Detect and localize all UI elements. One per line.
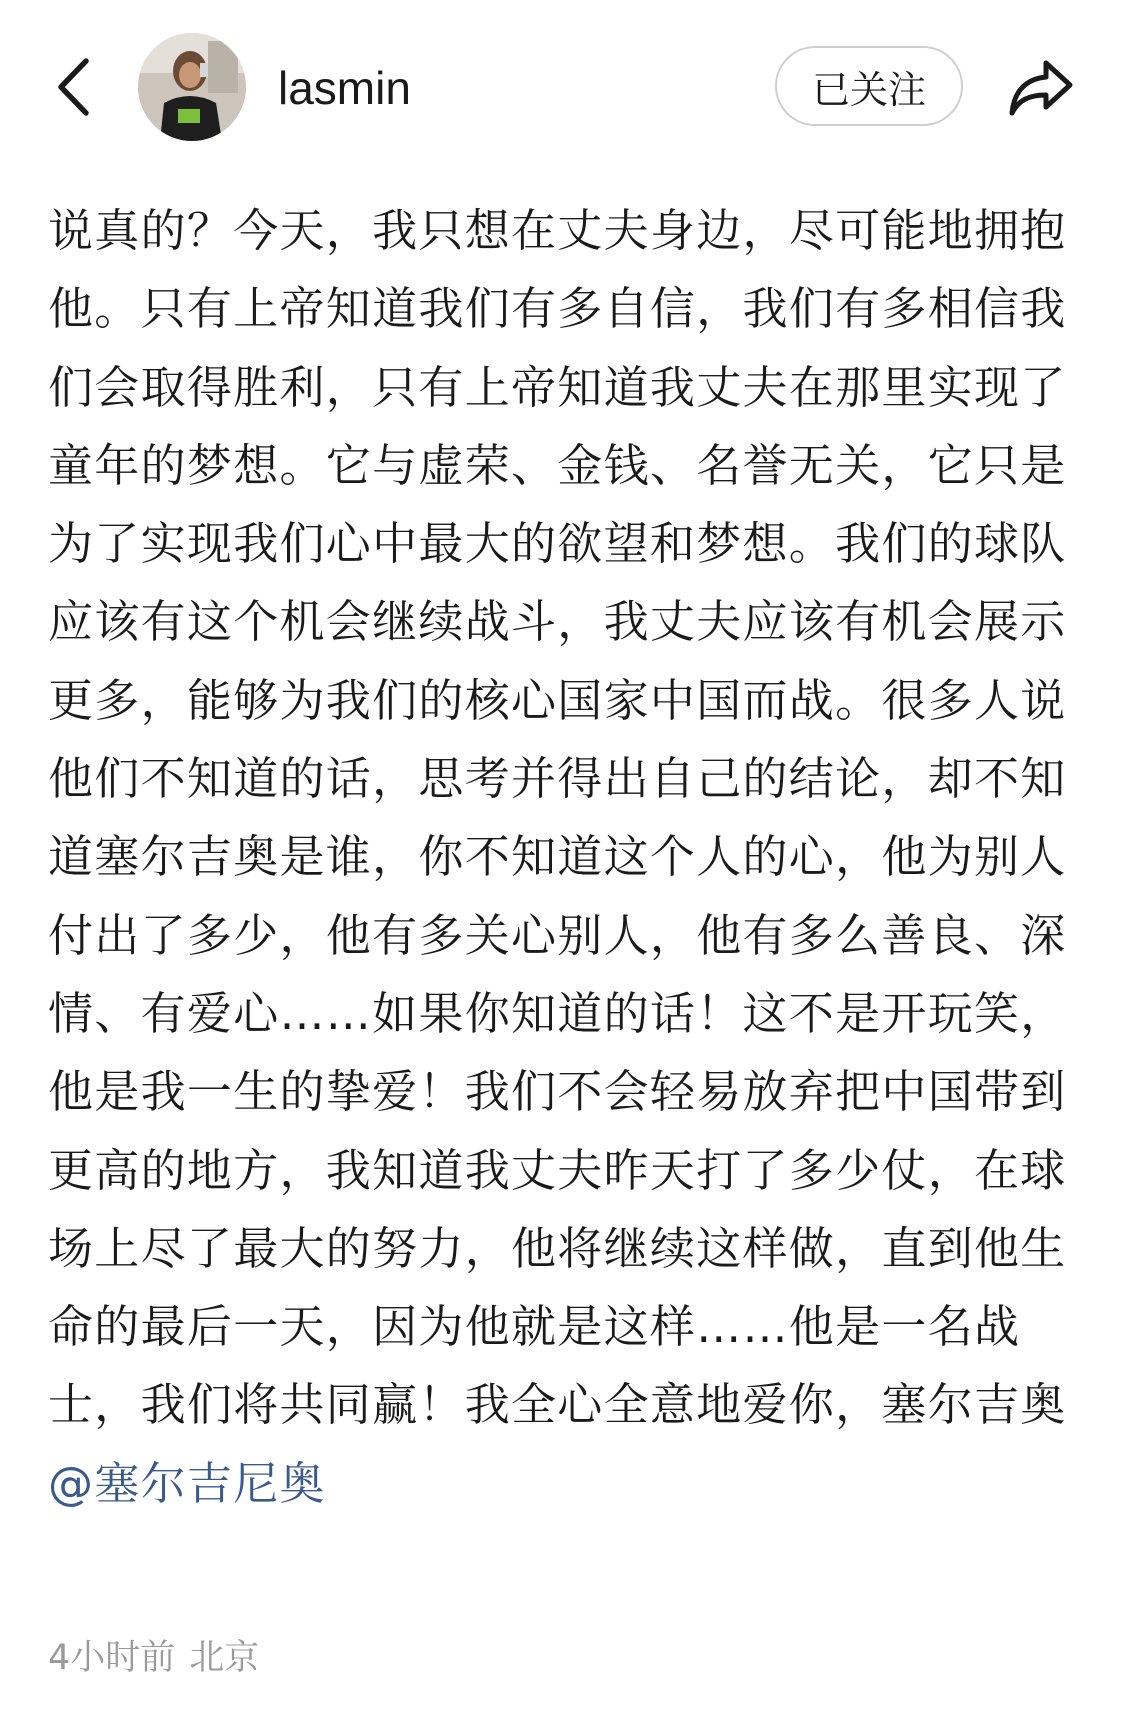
user-avatar-icon: [138, 33, 246, 141]
post-meta: [48, 1636, 273, 1680]
post-header: [0, 0, 1125, 175]
post-text: [48, 192, 1083, 1523]
chevron-left-icon: [56, 57, 90, 117]
follow-button[interactable]: 已关注: [775, 46, 963, 126]
username[interactable]: lasmin: [278, 62, 411, 114]
post-time: 4小时前: [48, 1638, 176, 1678]
avatar[interactable]: [138, 33, 246, 141]
mention-link[interactable]: @塞尔吉尼奥: [48, 1456, 326, 1510]
share-button[interactable]: [1003, 50, 1079, 126]
post-text-content: 说真的？今天，我只想在丈夫身边，尽可能地拥抱他。只有上帝知道我们有多自信，我们有多相信我们会取得胜利，只有上帝知道我丈夫在那里实现了童年的梦想。它与虚荣、金钱、名誉无关，它只是为了实现我们心中最大的欲望和梦想。我们的球队应该有这个机会继续战斗，我丈夫应该有机会展示更多，能够为我们的核心国家中国而战。很多人说他们不知道的话，思考并得出自己的结论，却不知道塞尔吉奥是谁，你不知道这个人的心，他为别人付出了多少，他有多关心别人，他有多么善良、深情、有爱心……如果你知道的话！这不是开玩笑，他是我一生的挚爱！我们不会轻易放弃把中国带到更高的地方，我知道我丈夫昨天打了多少仗，在球场上尽了最大的努力，他将继续这样做，直到他生命的最后一天，因为他就是这样……他是一名战士，我们将共同赢！我全心全意地爱你，塞尔吉奥: [48, 204, 1067, 1432]
share-arrow-icon: [1006, 57, 1076, 119]
back-button[interactable]: [48, 50, 98, 124]
post-location: 北京: [189, 1638, 260, 1678]
